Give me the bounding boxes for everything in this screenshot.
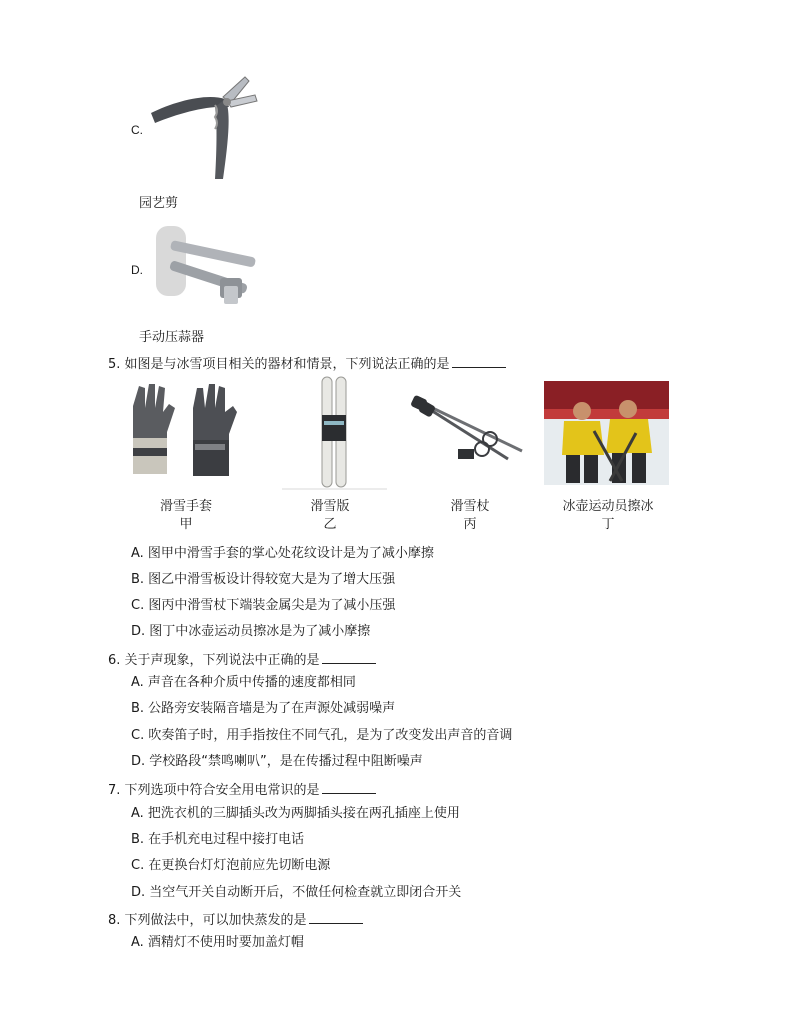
question-5-stem: [108, 353, 506, 372]
option-d-letter: D.: [131, 263, 143, 277]
option-d-caption: 手动压蒜器: [139, 330, 205, 345]
garlic-press-icon: [150, 222, 265, 310]
option-c-letter: C.: [131, 123, 143, 137]
question-6-text: 6. 关于声现象，下列说法中正确的是: [108, 653, 320, 668]
q6-choice-b[interactable]: B. 公路旁安装隔音墙是为了在声源处减弱噪声: [131, 701, 396, 716]
caption-sub: 甲: [179, 517, 193, 532]
caption-label: 滑雪版: [310, 499, 350, 514]
ski-board-icon: [282, 375, 387, 491]
image-caption-skis: [290, 498, 370, 534]
q5-choice-b[interactable]: B. 图乙中滑雪板设计得较宽大是为了增大压强: [131, 572, 396, 587]
image-caption-poles: [430, 498, 510, 534]
image-caption-gloves: [146, 498, 226, 534]
q5-choice-d[interactable]: D. 图丁中冰壶运动员擦冰是为了减小摩擦: [131, 624, 371, 639]
caption-sub: 乙: [323, 517, 337, 532]
caption-sub: 丁: [601, 517, 615, 532]
q7-choice-c[interactable]: C. 在更换台灯灯泡前应先切断电源: [131, 858, 331, 873]
answer-blank[interactable]: [309, 909, 363, 924]
q8-choice-a[interactable]: A. 酒精灯不使用时要加盖灯帽: [131, 935, 304, 950]
curling-photo: [544, 381, 669, 485]
q7-choice-b[interactable]: B. 在手机充电过程中接打电话: [131, 832, 305, 847]
question-8-stem: [108, 909, 363, 928]
q6-choice-c[interactable]: C. 吹奏笛子时，用手指按住不同气孔，是为了改变发出声音的音调: [131, 728, 513, 743]
ski-glove-icon: [127, 378, 245, 490]
question-7-text: 7. 下列选项中符合安全用电常识的是: [108, 783, 320, 798]
q5-choice-c[interactable]: C. 图丙中滑雪杖下端装金属尖是为了减小压强: [131, 598, 396, 613]
question-7-stem: [108, 779, 376, 798]
q6-choice-d[interactable]: D. 学校路段“禁鸣喇叭”，是在传播过程中阻断噪声: [131, 754, 423, 769]
question-8-text: 8. 下列做法中，可以加快蒸发的是: [108, 913, 307, 928]
answer-blank[interactable]: [452, 353, 506, 368]
caption-label: 滑雪手套: [159, 499, 212, 514]
q7-choice-d[interactable]: D. 当空气开关自动断开后，不做任何检查就立即闭合开关: [131, 885, 462, 900]
option-c-caption: 园艺剪: [139, 196, 179, 211]
caption-sub: 丙: [463, 517, 477, 532]
answer-blank[interactable]: [322, 649, 376, 664]
caption-label: 冰壶运动员擦冰: [562, 499, 654, 514]
image-caption-curling: [548, 498, 668, 534]
question-6-stem: [108, 649, 376, 668]
question-5-text: 5. 如图是与冰雪项目相关的器材和情景，下列说法正确的是: [108, 357, 450, 372]
q5-choice-a[interactable]: A. 图甲中滑雪手套的掌心处花纹设计是为了减小摩擦: [131, 546, 434, 561]
q7-choice-a[interactable]: A. 把洗衣机的三脚插头改为两脚插头接在两孔插座上使用: [131, 806, 460, 821]
answer-blank[interactable]: [322, 779, 376, 794]
caption-label: 滑雪杖: [450, 499, 490, 514]
garden-shears-icon: [145, 75, 260, 183]
q6-choice-a[interactable]: A. 声音在各种介质中传播的速度都相同: [131, 675, 356, 690]
ski-pole-icon: [410, 395, 528, 475]
